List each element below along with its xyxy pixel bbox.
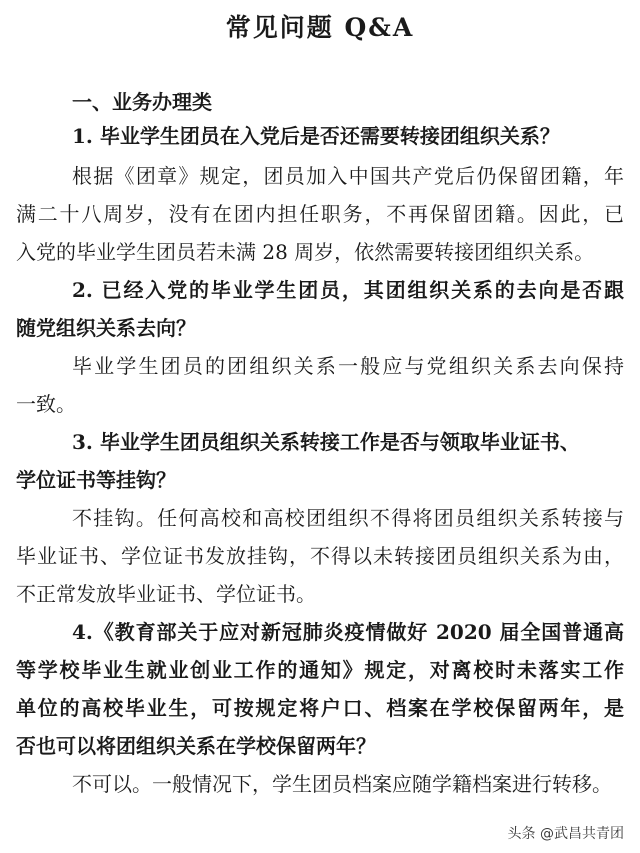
answer-1-line-3: 入党的毕业学生团员若未满 28 周岁，依然需要转接团组织关系。: [16, 240, 595, 264]
question-4-line-2: 等学校毕业生就业创业工作的通知》规定，对离校时未落实工作: [16, 658, 624, 682]
answer-3-line-2: 毕业证书、学位证书发放挂钩，不得以未转接团员组织关系为由，: [16, 544, 624, 568]
answer-4-line-1: 不可以。一般情况下，学生团员档案应随学籍档案进行转移。: [72, 772, 612, 796]
question-4-line-3: 单位的高校毕业生，可按规定将户口、档案在学校保留两年，是: [16, 696, 624, 720]
answer-3-line-3: 不正常发放毕业证书、学位证书。: [16, 582, 316, 606]
answer-2-line-1: 毕业学生团员的团组织关系一般应与党组织关系去向保持: [72, 354, 624, 378]
answer-2-line-2: 一致。: [16, 392, 76, 416]
answer-1-line-1: 根据《团章》规定，团员加入中国共产党后仍保留团籍，年: [72, 164, 624, 188]
question-3-line-2: 学位证书等挂钩？: [16, 468, 176, 492]
answer-1-line-2: 满二十八周岁，没有在团内担任职务，不再保留团籍。因此，已: [16, 202, 624, 226]
question-2-line-1: 2. 已经入党的毕业学生团员，其团组织关系的去向是否跟: [72, 278, 624, 302]
page-title: 常见问题 Q&A: [225, 13, 415, 42]
question-3-line-1: 3. 毕业学生团员组织关系转接工作是否与领取毕业证书、: [72, 430, 580, 454]
answer-3-line-1: 不挂钩。任何高校和高校团组织不得将团员组织关系转接与: [72, 506, 624, 530]
section-heading: 一、业务办理类: [72, 90, 212, 114]
question-1-line-1: 1. 毕业学生团员在入党后是否还需要转接团组织关系？: [72, 124, 560, 148]
question-4-line-1: 4.《教育部关于应对新冠肺炎疫情做好 2020 届全国普通高: [72, 620, 624, 644]
question-4-line-4: 否也可以将团组织关系在学校保留两年？: [16, 734, 376, 758]
watermark: 头条 @武昌共青团: [507, 826, 624, 842]
question-2-line-2: 随党组织关系去向？: [16, 316, 196, 340]
